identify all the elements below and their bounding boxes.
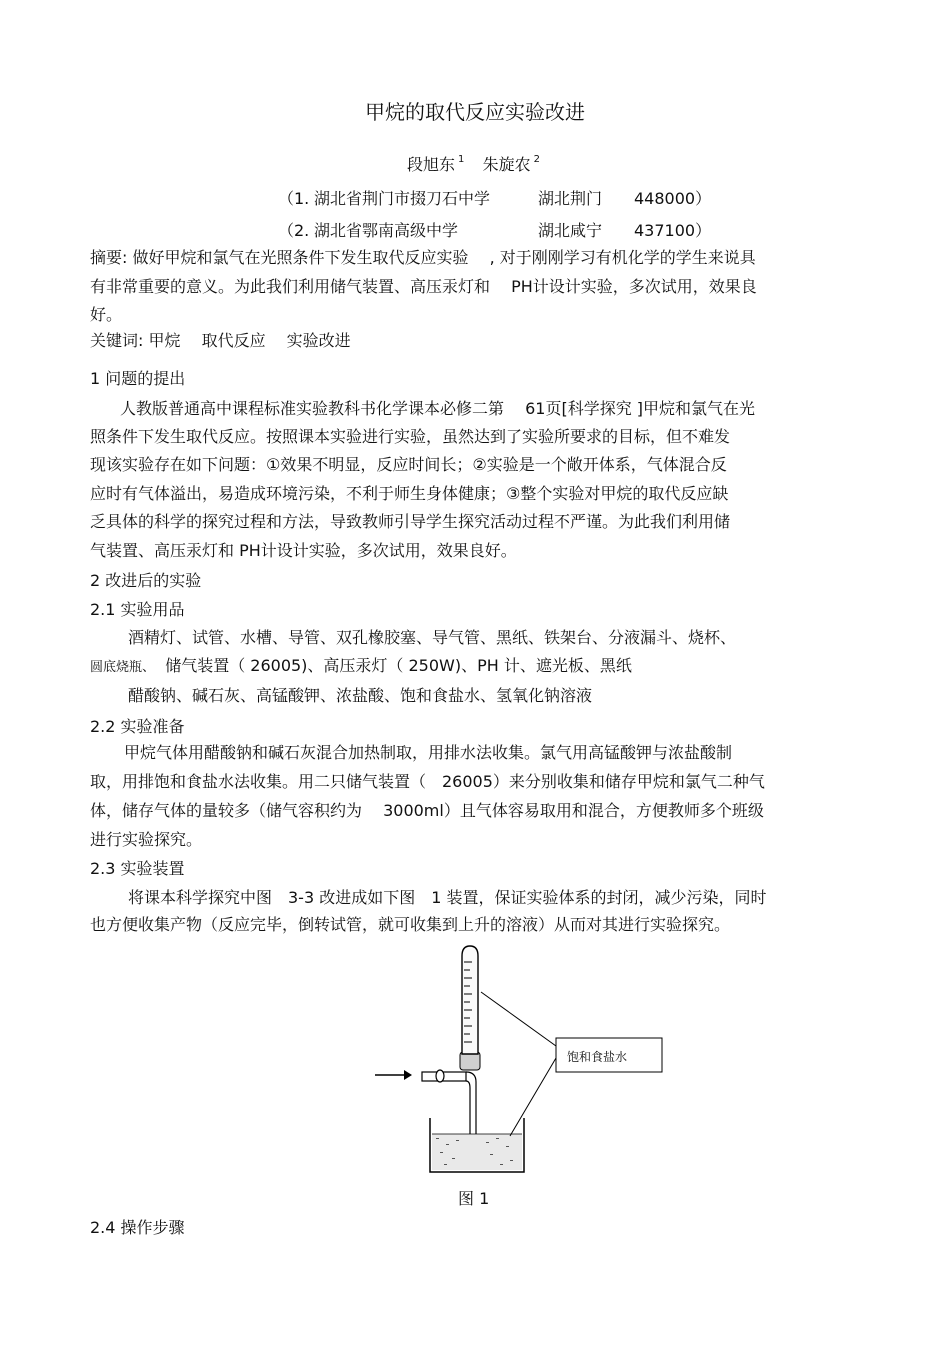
affiliation-1: （1. 湖北省荆门市掇刀石中学 湖北荆门 448000） <box>278 189 712 208</box>
paragraph-line: 也方便收集产物（反应完毕，倒转试管，就可收集到上升的溶液）从而对其进行实验探究。 <box>90 915 731 934</box>
subsection-2-1-heading: 2.1 实验用品 <box>90 600 185 619</box>
figure-caption: 图 1 <box>458 1189 490 1208</box>
tube-joint <box>436 1070 444 1082</box>
keywords: 关键词: 甲烷 取代反应 实验改进 <box>90 331 351 350</box>
section-2-heading: 2 改进后的实验 <box>90 571 202 590</box>
author-2: 朱旋农 <box>482 155 531 174</box>
abstract-line: 摘要: 做好甲烷和氯气在光照条件下发生取代反应实验 , 对于刚刚学习有机化学的学生来说具 <box>90 248 756 267</box>
paragraph-line: 进行实验探究。 <box>90 830 203 849</box>
author-1: 段旭东 <box>406 155 455 174</box>
abstract-line: 好。 <box>90 305 123 324</box>
arrow-head <box>404 1070 412 1080</box>
affiliation-2: （2. 湖北省鄂南高级中学 湖北咸宁 437100） <box>278 221 712 240</box>
section-1-heading: 1 问题的提出 <box>90 369 186 388</box>
materials-line: 酒精灯、试管、水槽、导管、双孔橡胶塞、导气管、黑纸、铁架台、分液漏斗、烧杯、 <box>128 628 737 647</box>
subsection-2-2-heading: 2.2 实验准备 <box>90 717 185 736</box>
pointer-line <box>510 1058 556 1136</box>
paragraph-line: 人教版普通高中课程标准实验教科书化学课本必修二第 61页[科学探究 ]甲烷和氯气在光 <box>120 399 756 418</box>
paragraph-line: 照条件下发生取代反应。按照课本实验进行实验，虽然达到了实验所要求的目标，但不难发 <box>90 427 731 446</box>
paragraph-line: 体，储存气体的量较多（储气容积约为 3000ml）且气体容易取用和混合，方便教师多个班级 <box>90 801 764 820</box>
materials-line: 圆底烧瓶、 储气装置（ 26005)、高压汞灯（ 250W)、PH 计、遮光板、黑纸 <box>90 656 632 675</box>
paragraph-line: 取，用排饱和食盐水法收集。用二只储气装置（ 26005）来分别收集和储存甲烷和氯气二种气 <box>90 772 765 791</box>
paragraph-line: 将课本科学探究中图 3-3 改进成如下图 1 装置，保证实验体系的封闭，减少污染，同时 <box>128 888 767 907</box>
paragraph-line: 甲烷气体用醋酸钠和碱石灰混合加热制取，用排水法收集。氯气用高锰酸钾与浓盐酸制 <box>124 743 733 762</box>
apparatus-figure <box>360 940 700 1180</box>
figure-label: 饱和食盐水 <box>567 1050 628 1064</box>
subsection-2-4-heading: 2.4 操作步骤 <box>90 1218 185 1237</box>
subsection-2-3-heading: 2.3 实验装置 <box>90 859 185 878</box>
paragraph-line: 现该实验存在如下问题：①效果不明显，反应时间长；②实验是一个敞开体系，气体混合反 <box>90 455 727 474</box>
page-title: 甲烷的取代反应实验改进 <box>365 100 585 124</box>
paragraph-line: 气装置、高压汞灯和 PH计设计实验，多次试用，效果良好。 <box>90 541 517 560</box>
authors <box>0 152 950 175</box>
author-2-sup: 2 <box>533 154 541 165</box>
paragraph-line: 应时有气体溢出，易造成环境污染，不利于师生身体健康；③整个实验对甲烷的取代反应缺 <box>90 484 729 503</box>
author-1-sup: 1 <box>457 154 465 165</box>
abstract-line: 有非常重要的意义。为此我们利用储气装置、高压汞灯和 PH计设计实验，多次试用，效果良 <box>90 277 757 296</box>
paragraph-line: 乏具体的科学的探究过程和方法，导致教师引导学生探究活动过程不严谨。为此我们利用储 <box>90 512 731 531</box>
materials-line: 醋酸钠、碱石灰、高锰酸钾、浓盐酸、饱和食盐水、氢氧化钠溶液 <box>128 686 593 705</box>
pointer-line <box>481 992 556 1046</box>
